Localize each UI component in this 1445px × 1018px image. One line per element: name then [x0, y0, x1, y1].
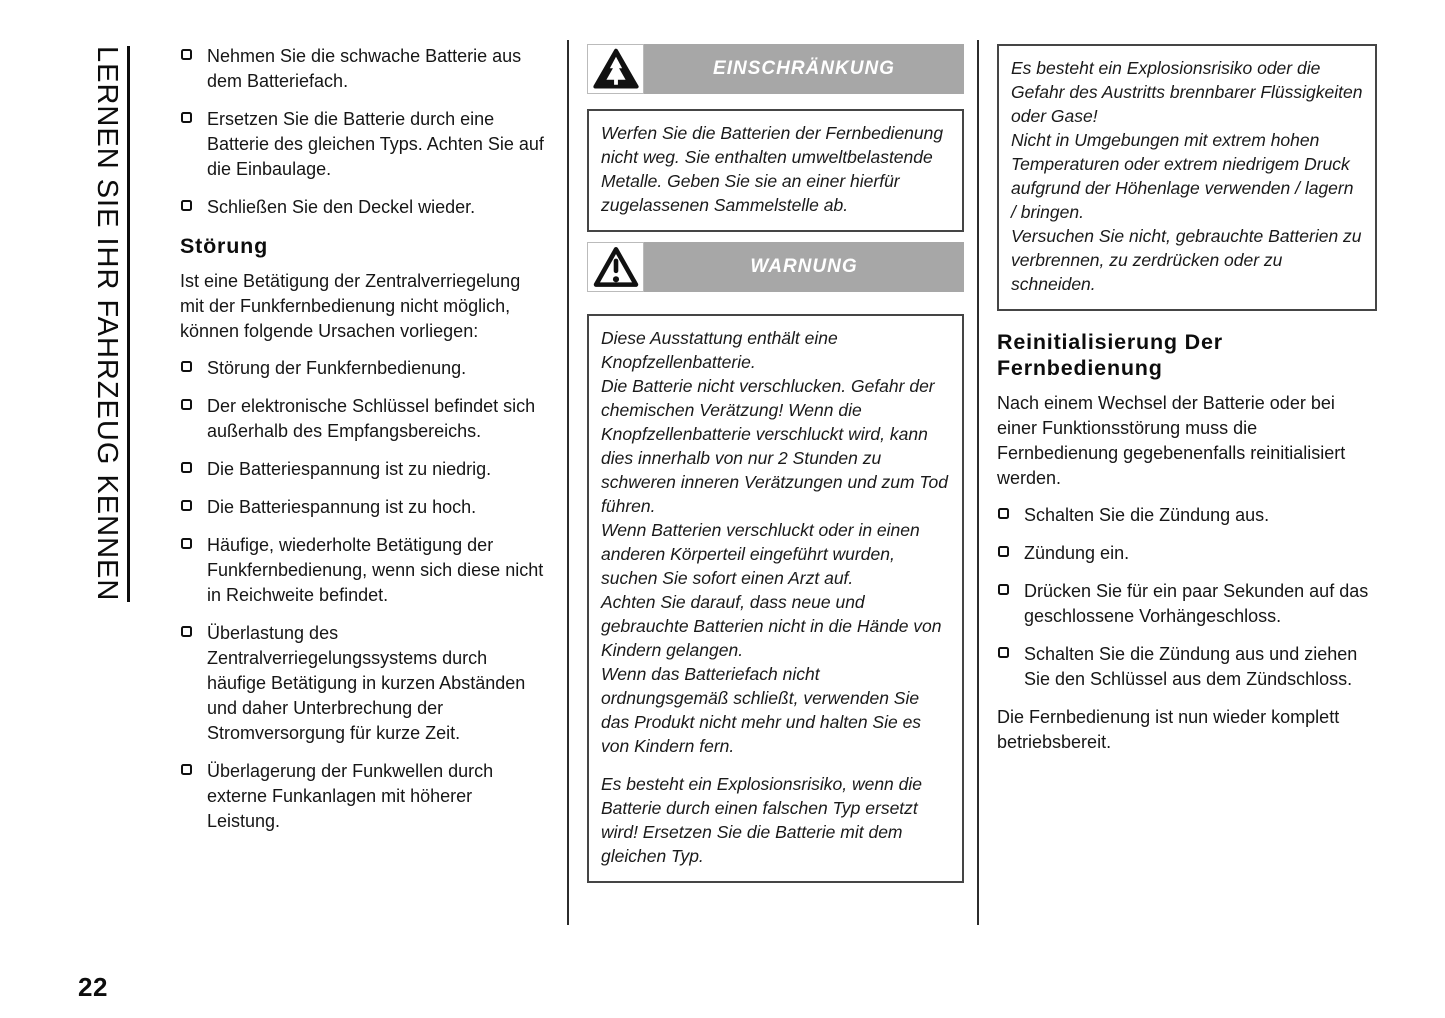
list-item [180, 457, 548, 482]
list-item [180, 394, 548, 444]
warning-box [587, 314, 964, 883]
square-bullet-icon [181, 538, 192, 549]
list-item [180, 759, 548, 834]
warning-header [587, 242, 964, 292]
square-bullet-icon [998, 647, 1009, 658]
page-number: 22 [78, 972, 108, 1002]
stoerung-intro: Ist eine Betätigung der Zentralverriegelung mit der Funkfernbedienung nicht möglich, können folgende Ursachen vorliegen: [180, 271, 521, 341]
square-bullet-icon [181, 112, 192, 123]
warning-paragraph: Wenn das Batteriefach nicht ordnungsgemäß schließt, verwenden Sie das Produkt nicht mehr und halten Sie es von Kindern fern. [601, 664, 922, 756]
list-item-text: Der elektronische Schlüssel befindet sich außerhalb des Empfangsbereichs. [207, 396, 536, 441]
list-item [180, 107, 548, 182]
chapter-title-vertical: LERNEN SIE IHR FAHRZEUG KENNEN [91, 46, 123, 602]
list-item-text: Schalten Sie die Zündung aus. [1024, 505, 1270, 525]
warning-title: WARNUNG [644, 242, 964, 292]
list-item [180, 356, 548, 381]
list-item [180, 621, 548, 746]
list-item-text: Häufige, wiederholte Betätigung der Funkfernbedienung, wenn sich diese nicht in Reichweite befindet. [207, 535, 544, 605]
tree-triangle-icon [587, 44, 644, 94]
list-item-text: Drücken Sie für ein paar Sekunden auf das geschlossene Vorhängeschloss. [1024, 581, 1369, 626]
reinitialisierung-intro: Nach einem Wechsel der Batterie oder bei einer Funktionsstörung muss die Fernbedienung gegebenenfalls reinitialisiert werden. [997, 393, 1346, 488]
warning-paragraph: Versuchen Sie nicht, gebrauchte Batterien zu verbrennen, zu zerdrücken oder zu schneiden. [1011, 226, 1362, 294]
column-divider [567, 40, 569, 925]
list-item [180, 533, 548, 608]
square-bullet-icon [181, 462, 192, 473]
restriction-text: Werfen Sie die Batterien der Fernbedienung nicht weg. Sie enthalten umweltbelastende Metalle. Geben Sie sie an einer hierfür zugelassenen Sammelstelle ab. [601, 123, 944, 215]
sidebar-rule [127, 46, 130, 602]
list-item-text: Zündung ein. [1024, 543, 1130, 563]
list-item [180, 44, 548, 94]
square-bullet-icon [998, 508, 1009, 519]
list-item-text: Die Batteriespannung ist zu niedrig. [207, 459, 492, 479]
square-bullet-icon [181, 764, 192, 775]
warning-paragraph: Achten Sie darauf, dass neue und gebrauchte Batterien nicht in die Hände von Kindern gelangen. [601, 592, 942, 660]
exclamation-triangle-icon [587, 242, 644, 292]
list-item [180, 195, 548, 220]
warning-paragraph: Wenn Batterien verschluckt oder in einen anderen Körperteil eingeführt wurden, suchen Sie sofort einen Arzt auf. [601, 520, 920, 588]
heading-reinitialisierung: Reinitialisierung Der Fernbedienung [997, 330, 1223, 380]
outro-paragraph: Die Fernbedienung ist nun wieder komplett betriebsbereit. [997, 707, 1340, 752]
warning-paragraph: Die Batterie nicht verschlucken. Gefahr der chemischen Verätzung! Wenn die Knopfzellenbatterie verschluckt wird, kann dies innerhalb von nur 2 Stunden zu schweren inneren Verätzungen und zum Tod führen. [601, 376, 948, 516]
list-item-text: Überlastung des Zentralverriegelungssystems durch häufige Betätigung in kurzen Abständen und daher Unterbrechung der Stromversorgung für kurze Zeit. [207, 623, 526, 743]
warning-paragraph: Es besteht ein Explosionsrisiko, wenn die Batterie durch einen falschen Typ ersetzt wird! Ersetzen Sie die Batterie mit dem gleichen Typ. [601, 774, 923, 866]
square-bullet-icon [181, 626, 192, 637]
list-item-text: Die Batteriespannung ist zu hoch. [207, 497, 477, 517]
restriction-title: EINSCHRÄNKUNG [644, 44, 964, 94]
list-item [997, 503, 1377, 528]
column-1 [180, 44, 548, 847]
square-bullet-icon [998, 584, 1009, 595]
square-bullet-icon [181, 200, 192, 211]
restriction-box [587, 109, 964, 232]
warning-paragraph: Diese Ausstattung enthält eine Knopfzellenbatterie. [601, 328, 838, 372]
column-2 [587, 44, 964, 883]
list-item [997, 541, 1377, 566]
list-item-text: Störung der Funkfernbedienung. [207, 358, 467, 378]
heading-stoerung: Störung [180, 234, 268, 258]
column-3 [997, 44, 1377, 767]
list-item [997, 579, 1377, 629]
warning-paragraph: Es besteht ein Explosionsrisiko oder die Gefahr des Austritts brennbarer Flüssigkeiten oder Gase! [1011, 58, 1363, 126]
warning-paragraph: Nicht in Umgebungen mit extrem hohen Temperaturen oder extrem niedrigem Druck aufgrund der Höhenlage verwenden / lagern / bringen. [1011, 130, 1354, 222]
list-item-text: Nehmen Sie die schwache Batterie aus dem Batteriefach. [207, 46, 522, 91]
list-item-text: Schalten Sie die Zündung aus und ziehen Sie den Schlüssel aus dem Zündschloss. [1024, 644, 1358, 689]
list-item-text: Schließen Sie den Deckel wieder. [207, 197, 476, 217]
square-bullet-icon [998, 546, 1009, 557]
warning-continued-box [997, 44, 1377, 311]
restriction-header [587, 44, 964, 94]
list-item-text: Ersetzen Sie die Batterie durch eine Batterie des gleichen Typs. Achten Sie auf die Einbaulage. [207, 109, 544, 179]
square-bullet-icon [181, 500, 192, 511]
square-bullet-icon [181, 49, 192, 60]
square-bullet-icon [181, 361, 192, 372]
list-item [997, 642, 1377, 692]
square-bullet-icon [181, 399, 192, 410]
column-divider [977, 40, 979, 925]
list-item-text: Überlagerung der Funkwellen durch externe Funkanlagen mit höherer Leistung. [207, 761, 494, 831]
list-item [180, 495, 548, 520]
